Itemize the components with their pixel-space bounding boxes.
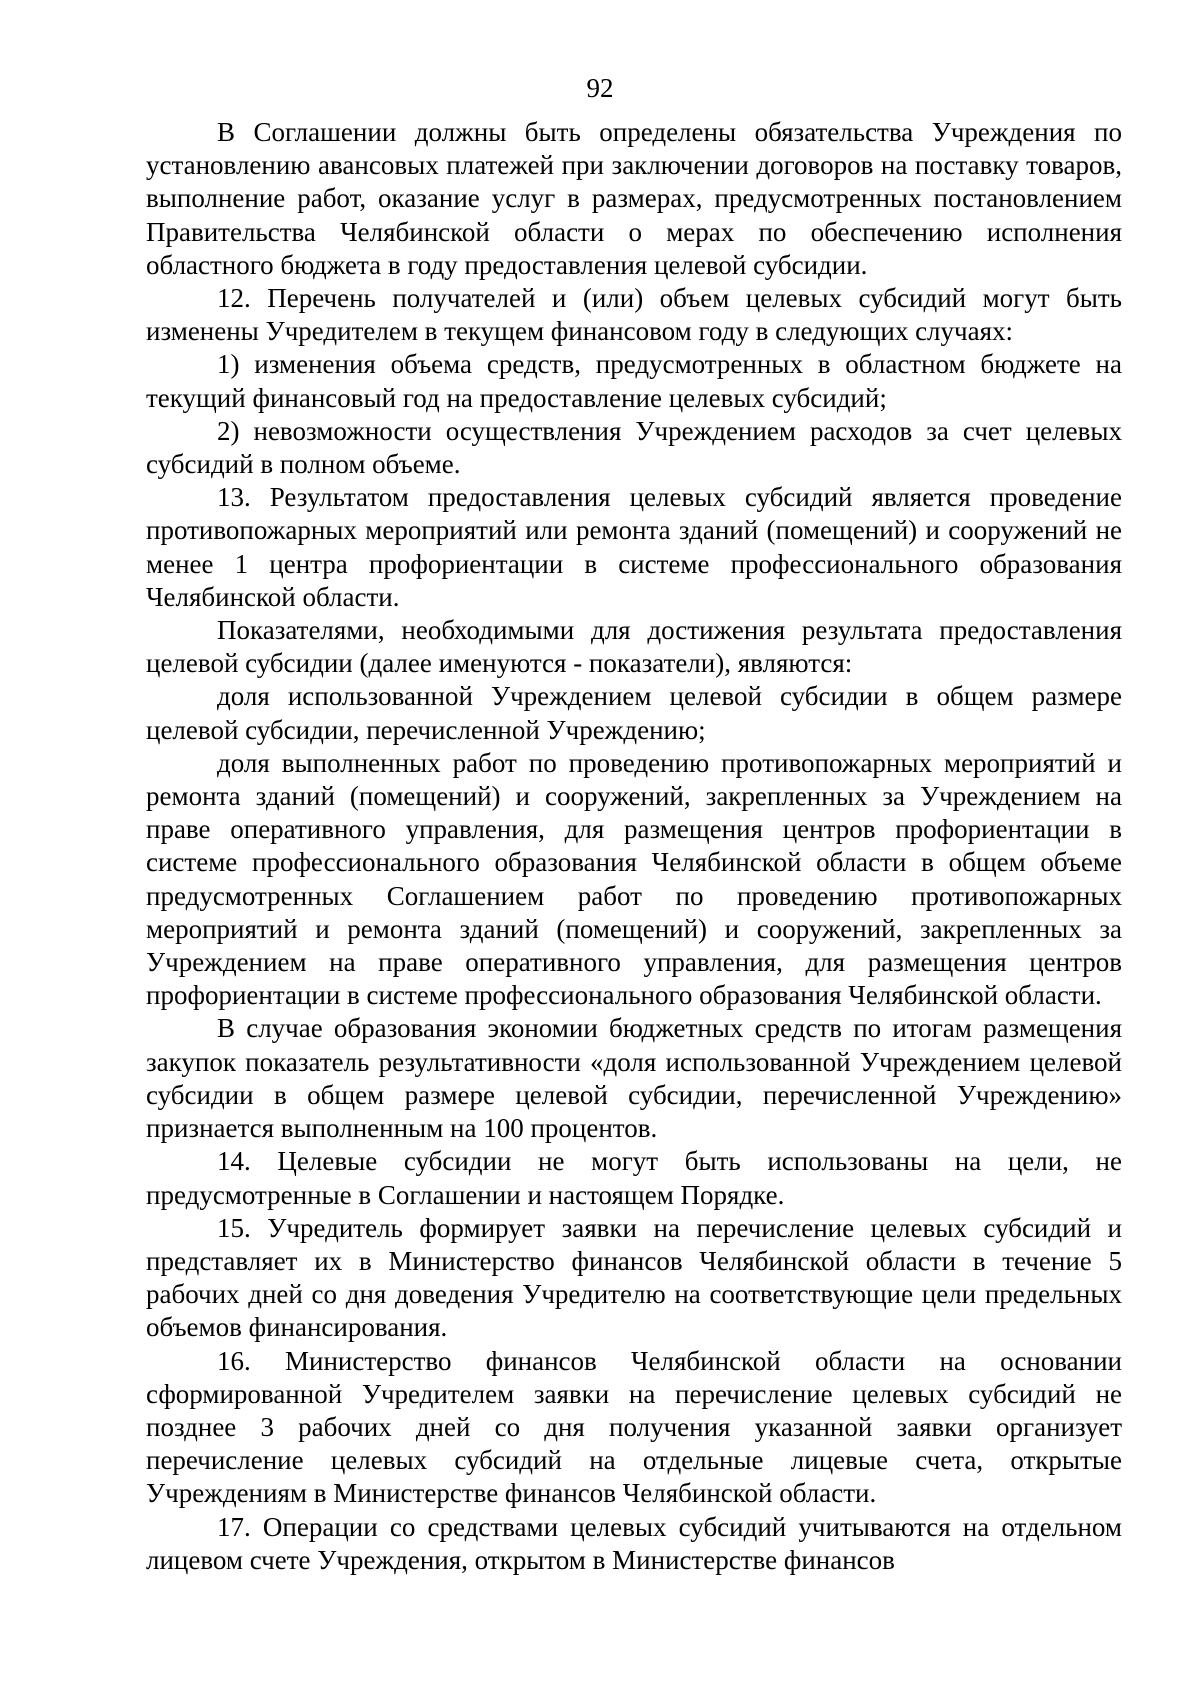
document-body <box>146 116 1122 1577</box>
paragraph-indicator-1: доля использованной Учреждением целевой субсидии в общем размере целевой субсидии, перечисленной Учреждению; <box>146 681 1122 745</box>
paragraph-indicators-intro: Показателями, необходимыми для достижения результата предоставления целевой субсидии (далее именуются - показатели), являются: <box>146 615 1122 679</box>
paragraph-item-17: 17. Операции со средствами целевых субсидий учитываются на отдельном лицевом счете Учреждения, открытом в Министерстве финансов <box>146 1511 1122 1575</box>
paragraph-item-13: 13. Результатом предоставления целевых субсидий является проведение противопожарных мероприятий или ремонта зданий (помещений) и сооружений не менее 1 центра профориентации в системе профессионального образования Челябинской области. <box>146 482 1122 612</box>
paragraph-subitem-2: 2) невозможности осуществления Учреждением расходов за счет целевых субсидий в полном объеме. <box>146 415 1122 480</box>
paragraph-agreement-obligations: В Соглашении должны быть определены обязательства Учреждения по установлению авансовых платежей при заключении договоров на поставку товаров, выполнение работ, оказание услуг в размерах, предусмотренных постановлением Правительства Челябинской области о мерах по обеспечению исполнения областного бюджета в году предоставления целевой субсидии. <box>146 117 1122 280</box>
paragraph-savings-case: В случае образования экономии бюджетных средств по итогам размещения закупок показатель результативности «доля использованной Учреждением целевой субсидии в общем размере целевой субсидии, перечисленной Учреждению» признается выполненным на 100 процентов. <box>146 1013 1122 1144</box>
paragraph-item-12: 12. Перечень получателей и (или) объем целевых субсидий могут быть изменены Учредителем в текущем финансовом году в следующих случаях: <box>146 283 1122 347</box>
paragraph-item-16: 16. Министерство финансов Челябинской области на основании сформированной Учредителем заявки на перечисление целевых субсидий не позднее 3 рабочих дней со дня получения указанной заявки организует перечисление целевых субсидий на отдельные лицевые счета, открытые Учреждениям в Министерстве финансов Челябинской области. <box>146 1345 1122 1509</box>
paragraph-item-14: 14. Целевые субсидии не могут быть использованы на цели, не предусмотренные в Соглашении и настоящем Порядке. <box>146 1146 1122 1210</box>
paragraph-indicator-2: доля выполненных работ по проведению противопожарных мероприятий и ремонта зданий (помещений) и сооружений, закрепленных за Учреждением на праве оперативного управления, для размещения центров профориентации в системе профессионального образования Челябинской области в общем объеме предусмотренных Соглашением работ по проведению противопожарных мероприятий и ремонта зданий (помещений) и сооружений, закрепленных за Учреждением на праве оперативного управления, для размещения центров профориентации в системе профессионального образования Челябинской области. <box>146 747 1122 1011</box>
paragraph-subitem-1: 1) изменения объема средств, предусмотренных в областном бюджете на текущий финансовый год на предоставление целевых субсидий; <box>146 349 1122 413</box>
paragraph-item-15: 15. Учредитель формирует заявки на перечисление целевых субсидий и представляет их в Министерство финансов Челябинской области в течение 5 рабочих дней со дня доведения Учредителю на соответствующие цели предельных объемов финансирования. <box>146 1212 1122 1343</box>
page-number: 92 <box>586 73 614 103</box>
